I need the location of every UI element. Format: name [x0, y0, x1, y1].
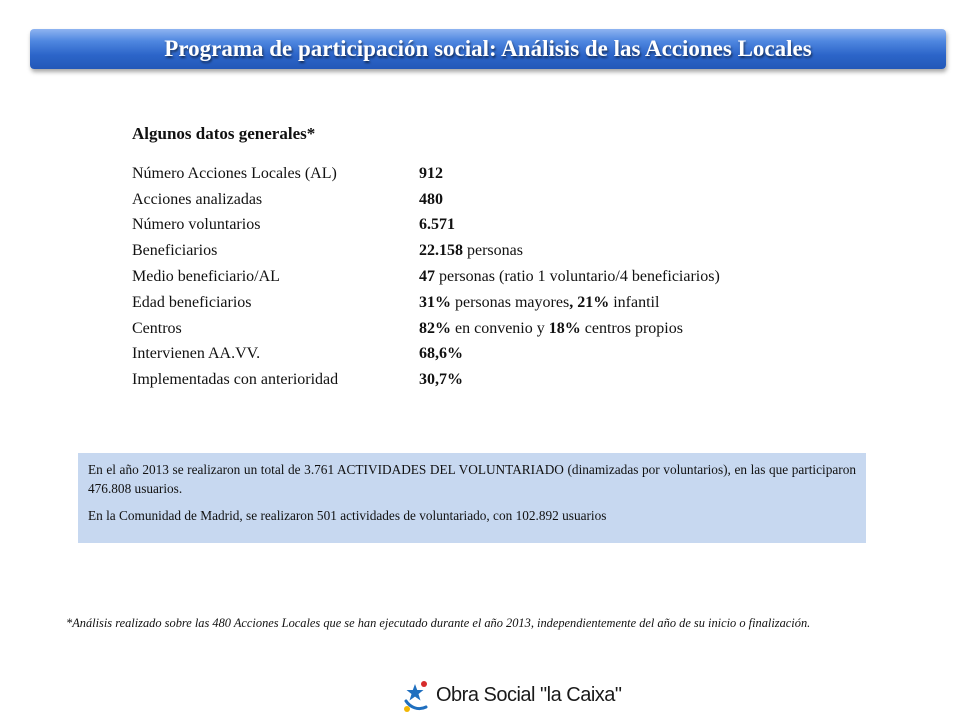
row-value-part: 47: [419, 268, 435, 286]
row-value-part: 31%: [419, 293, 451, 311]
row-value-part: , 21%: [569, 293, 610, 311]
row-value: [419, 320, 683, 338]
logo-text: Obra Social "la Caixa": [436, 683, 622, 706]
section-heading: Algunos datos generales*: [132, 124, 316, 143]
row-value-part: centros propios: [580, 319, 683, 337]
data-row: [132, 367, 720, 393]
data-row: [132, 213, 720, 239]
row-value-part: 6.571: [419, 216, 455, 234]
row-value: [419, 371, 463, 389]
data-row: [132, 264, 720, 290]
row-label: Edad beneficiarios: [132, 293, 252, 311]
row-value: [419, 345, 463, 363]
row-label: Intervienen AA.VV.: [132, 345, 261, 363]
caixa-star-icon: [400, 677, 430, 713]
row-value-part: 22.158: [419, 242, 463, 260]
info-paragraph-activities: En el año 2013 se realizaron un total de 3.761 ACTIVIDADES DEL VOLUNTARIADO (dinamizadas por voluntarios), en las que participaron 476.808 usuarios.: [88, 462, 856, 496]
row-label: Beneficiarios: [132, 242, 218, 260]
row-label: Centros: [132, 319, 182, 337]
row-value-part: 480: [419, 190, 443, 208]
row-value-part: 912: [419, 164, 443, 182]
data-row: [132, 316, 720, 342]
data-row: [132, 342, 720, 368]
row-value: [419, 191, 443, 209]
row-label: Número voluntarios: [132, 216, 261, 234]
row-value-part: 18%: [548, 319, 581, 337]
footnote: *Análisis realizado sobre las 480 Acciones Locales que se han ejecutado durante el año 2013, independientemente del año de su inicio o finalización.: [66, 616, 811, 630]
row-value-part: en convenio y: [451, 319, 549, 337]
row-label: Medio beneficiario/AL: [132, 268, 280, 286]
general-data-section: [132, 124, 720, 393]
info-paragraph-madrid: En la Comunidad de Madrid, se realizaron 501 actividades de voluntariado, con 102.892 usuarios: [88, 508, 607, 523]
data-row: [132, 187, 720, 213]
info-box: [78, 453, 866, 543]
row-label: Número Acciones Locales (AL): [132, 164, 337, 182]
row-value: [419, 216, 455, 234]
row-value-part: infantil: [609, 293, 660, 311]
row-value-part: 30,7%: [419, 371, 463, 389]
row-value-part: personas: [463, 242, 523, 260]
page-title: Programa de participación social: Análisis de las Acciones Locales: [164, 36, 812, 61]
obra-social-logo: [400, 677, 622, 713]
title-banner: [30, 29, 946, 69]
data-row: [132, 238, 720, 264]
data-row: [132, 290, 720, 316]
row-value-part: 82%: [419, 319, 451, 337]
row-value: [419, 165, 443, 183]
row-label: Implementadas con anterioridad: [132, 371, 339, 389]
data-rows: [132, 161, 720, 393]
row-value: [419, 294, 659, 312]
row-value-part: personas (ratio 1 voluntario/4 beneficiarios): [435, 268, 720, 286]
row-value: [419, 242, 523, 260]
row-label: Acciones analizadas: [132, 190, 263, 208]
data-row: [132, 161, 720, 187]
row-value-part: personas mayores: [451, 293, 570, 311]
row-value: [419, 268, 720, 286]
row-value-part: 68,6%: [419, 345, 463, 363]
